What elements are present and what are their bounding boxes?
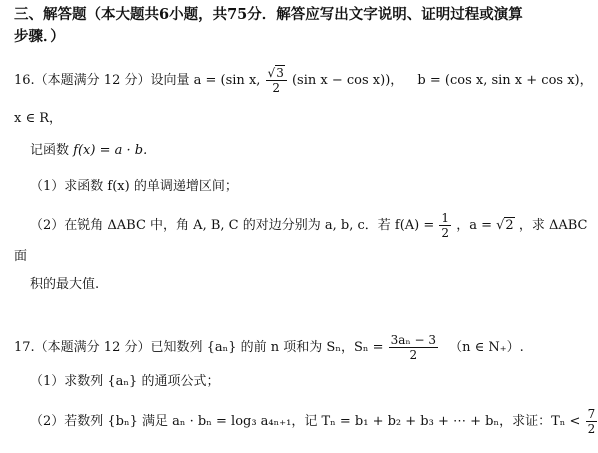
q16-fraction-denominator: 2: [272, 81, 281, 95]
q16-vector-b: b = (cos x, sin x + cos x)，: [417, 73, 593, 88]
q16-fraction-numerator: √3: [266, 67, 287, 81]
q17-part2-denominator: 2: [587, 422, 596, 436]
q16-intro: 16.（本题满分 12 分）设向量: [14, 73, 190, 88]
q17-intro: 17.（本题满分 12 分）已知数列 {aₙ} 的前 n 项和为 Sₙ，Sₙ =: [14, 340, 384, 355]
q17-fraction: [389, 334, 438, 361]
section-heading-line2: 步骤．）: [14, 28, 65, 45]
q17-part2-text: （2）若数列 {bₙ} 满足 aₙ · bₙ = log₃ a₄ₙ₊₁，记 Tₙ = b₁ + b₂ + b₃ + ⋯ + bₙ，求证：Tₙ <: [30, 414, 581, 429]
q16-domain: x ∈ R，: [14, 111, 63, 126]
q16-sqrt3-value: 3: [276, 66, 284, 80]
q16-def-text: 记函数: [30, 143, 70, 158]
q17-fraction-denominator: 2: [409, 348, 418, 362]
q16-part2-fraction: [439, 212, 451, 239]
q17-part2-numerator: 7: [587, 407, 596, 421]
q16-part2-numerator: 1: [441, 211, 450, 225]
q16-sqrt3-fraction: [266, 67, 287, 94]
q17-condition: （n ∈ N₊）.: [449, 340, 524, 355]
q17-part1: （1）求数列 {aₙ} 的通项公式；: [30, 374, 220, 389]
q16-part1: （1）求函数 f(x) 的单调递增区间；: [30, 179, 238, 194]
section-heading-line1: 三、解答题（本大题共6小题，共75分．解答应写出文字说明、证明过程或演算: [14, 6, 523, 23]
q16-statement: [14, 67, 593, 94]
q16-vector-a-end: (sin x − cos x))，: [291, 73, 404, 88]
q16-part2-denominator: 2: [441, 226, 450, 240]
q16-part2-ask: ，求 ΔABC: [518, 218, 588, 233]
q17-statement: [14, 334, 524, 361]
q16-vector-a-start: a = (sin x,: [193, 73, 261, 88]
q16-def-expr: f(x) = a · b.: [73, 143, 148, 158]
q16-part2-text: （2）在锐角 ΔABC 中，角 A, B, C 的对边分别为 a, b, c．若 f(A) =: [30, 218, 435, 233]
q17-part2-fraction: [586, 408, 598, 435]
q16-part2-sqrt: √2: [496, 218, 514, 233]
q17-part2: [30, 408, 598, 435]
q16-part2-a-eq: ，a =: [456, 218, 492, 233]
q16-part2-sqrt-value: 2: [505, 218, 514, 233]
q16-part2-end: 积的最大值.: [30, 277, 100, 292]
q16-part2-wrap: 面: [14, 249, 28, 264]
q16-definition: [30, 142, 147, 160]
q17-fraction-numerator: 3aₙ − 3: [390, 333, 436, 347]
q16-part2: [30, 212, 587, 239]
